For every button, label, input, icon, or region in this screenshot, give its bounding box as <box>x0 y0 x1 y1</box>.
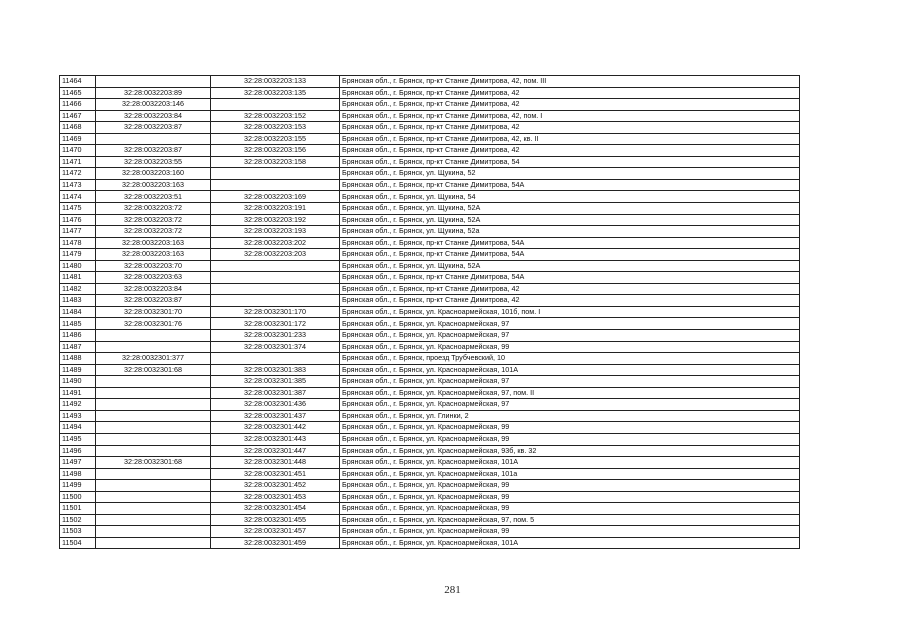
table-row <box>60 503 800 515</box>
cadastral-number-cell <box>96 330 211 342</box>
table-row <box>60 260 800 272</box>
table-row <box>60 491 800 503</box>
table-row <box>60 387 800 399</box>
cadastral-number-cell: 32:28:0032203:72 <box>96 214 211 226</box>
cadastral-number-cell <box>96 376 211 388</box>
address-cell: Брянская обл., г. Брянск, ул. Щукина, 52А <box>340 203 800 215</box>
cadastral-number-cell <box>96 433 211 445</box>
row-number-cell: 11485 <box>60 318 96 330</box>
table-row <box>60 341 800 353</box>
cadastral-number-cell: 32:28:0032203:163 <box>96 237 211 249</box>
cadastral-number-cell: 32:28:0032301:377 <box>96 353 211 365</box>
address-cell: Брянская обл., г. Брянск, ул. Красноармейская, 99 <box>340 341 800 353</box>
table-row <box>60 133 800 145</box>
table-row <box>60 214 800 226</box>
cadastral-number-cell <box>96 514 211 526</box>
address-cell: Брянская обл., г. Брянск, ул. Красноармейская, 101б, пом. I <box>340 306 800 318</box>
row-number-cell: 11484 <box>60 306 96 318</box>
object-cadastral-number-cell <box>211 99 340 111</box>
row-number-cell: 11481 <box>60 272 96 284</box>
object-cadastral-number-cell: 32:28:0032301:385 <box>211 376 340 388</box>
object-cadastral-number-cell: 32:28:0032301:455 <box>211 514 340 526</box>
cadastral-number-cell <box>96 526 211 538</box>
object-cadastral-number-cell: 32:28:0032203:192 <box>211 214 340 226</box>
address-cell: Брянская обл., г. Брянск, ул. Красноармейская, 101А <box>340 364 800 376</box>
object-cadastral-number-cell: 32:28:0032203:133 <box>211 76 340 88</box>
table-row <box>60 145 800 157</box>
table-row <box>60 457 800 469</box>
object-cadastral-number-cell: 32:28:0032301:387 <box>211 387 340 399</box>
row-number-cell: 11502 <box>60 514 96 526</box>
cadastral-number-cell: 32:28:0032203:87 <box>96 122 211 134</box>
page-number: 281 <box>444 584 461 596</box>
table-row <box>60 364 800 376</box>
row-number-cell: 11483 <box>60 295 96 307</box>
table-row <box>60 318 800 330</box>
address-cell: Брянская обл., г. Брянск, пр-кт Станке Димитрова, 54А <box>340 272 800 284</box>
object-cadastral-number-cell: 32:28:0032203:169 <box>211 191 340 203</box>
row-number-cell: 11495 <box>60 433 96 445</box>
cadastral-number-cell: 32:28:0032301:76 <box>96 318 211 330</box>
object-cadastral-number-cell: 32:28:0032301:459 <box>211 537 340 549</box>
row-number-cell: 11477 <box>60 226 96 238</box>
object-cadastral-number-cell: 32:28:0032203:135 <box>211 87 340 99</box>
object-cadastral-number-cell: 32:28:0032203:153 <box>211 122 340 134</box>
address-cell: Брянская обл., г. Брянск, ул. Глинки, 2 <box>340 410 800 422</box>
cadastral-number-cell: 32:28:0032203:55 <box>96 156 211 168</box>
table-row <box>60 156 800 168</box>
address-cell: Брянская обл., г. Брянск, ул. Щукина, 54 <box>340 191 800 203</box>
address-cell: Брянская обл., г. Брянск, ул. Красноармейская, 99 <box>340 433 800 445</box>
cadastral-number-cell: 32:28:0032203:84 <box>96 110 211 122</box>
address-cell: Брянская обл., г. Брянск, ул. Красноармейская, 97 <box>340 399 800 411</box>
cadastral-number-cell: 32:28:0032203:87 <box>96 295 211 307</box>
address-cell: Брянская обл., г. Брянск, пр-кт Станке Димитрова, 54А <box>340 179 800 191</box>
object-cadastral-number-cell <box>211 353 340 365</box>
cadastral-number-cell <box>96 410 211 422</box>
table-row <box>60 399 800 411</box>
table-row <box>60 76 800 88</box>
row-number-cell: 11492 <box>60 399 96 411</box>
address-cell: Брянская обл., г. Брянск, пр-кт Станке Димитрова, 42 <box>340 283 800 295</box>
cadastral-number-cell <box>96 491 211 503</box>
object-cadastral-number-cell <box>211 283 340 295</box>
table-row <box>60 468 800 480</box>
row-number-cell: 11490 <box>60 376 96 388</box>
object-cadastral-number-cell: 32:28:0032203:152 <box>211 110 340 122</box>
cadastral-number-cell: 32:28:0032203:63 <box>96 272 211 284</box>
table-row <box>60 203 800 215</box>
table-row <box>60 376 800 388</box>
table-row <box>60 514 800 526</box>
table-row <box>60 226 800 238</box>
row-number-cell: 11473 <box>60 179 96 191</box>
object-cadastral-number-cell: 32:28:0032301:374 <box>211 341 340 353</box>
object-cadastral-number-cell: 32:28:0032203:202 <box>211 237 340 249</box>
row-number-cell: 11478 <box>60 237 96 249</box>
object-cadastral-number-cell: 32:28:0032203:191 <box>211 203 340 215</box>
cadastral-number-cell: 32:28:0032301:68 <box>96 364 211 376</box>
row-number-cell: 11488 <box>60 353 96 365</box>
table-row <box>60 122 800 134</box>
row-number-cell: 11470 <box>60 145 96 157</box>
cadastral-number-cell: 32:28:0032301:68 <box>96 457 211 469</box>
object-cadastral-number-cell: 32:28:0032301:437 <box>211 410 340 422</box>
row-number-cell: 11501 <box>60 503 96 515</box>
object-cadastral-number-cell <box>211 272 340 284</box>
row-number-cell: 11494 <box>60 422 96 434</box>
table-row <box>60 295 800 307</box>
object-cadastral-number-cell: 32:28:0032301:452 <box>211 480 340 492</box>
cadastral-number-cell <box>96 76 211 88</box>
row-number-cell: 11487 <box>60 341 96 353</box>
row-number-cell: 11500 <box>60 491 96 503</box>
table-row <box>60 445 800 457</box>
object-cadastral-number-cell: 32:28:0032301:451 <box>211 468 340 480</box>
table-row <box>60 526 800 538</box>
table-row <box>60 110 800 122</box>
address-cell: Брянская обл., г. Брянск, ул. Красноармейская, 97, пом. 5 <box>340 514 800 526</box>
cadastral-number-cell <box>96 468 211 480</box>
cadastral-number-cell <box>96 445 211 457</box>
row-number-cell: 11499 <box>60 480 96 492</box>
table-row <box>60 330 800 342</box>
table-row <box>60 249 800 261</box>
object-cadastral-number-cell: 32:28:0032301:453 <box>211 491 340 503</box>
object-cadastral-number-cell: 32:28:0032301:233 <box>211 330 340 342</box>
address-cell: Брянская обл., г. Брянск, пр-кт Станке Димитрова, 54А <box>340 237 800 249</box>
cadastral-number-cell <box>96 422 211 434</box>
object-cadastral-number-cell <box>211 260 340 272</box>
cadastral-number-cell <box>96 399 211 411</box>
table-row <box>60 237 800 249</box>
address-cell: Брянская обл., г. Брянск, пр-кт Станке Димитрова, 54 <box>340 156 800 168</box>
object-cadastral-number-cell: 32:28:0032203:156 <box>211 145 340 157</box>
address-cell: Брянская обл., г. Брянск, ул. Щукина, 52 <box>340 168 800 180</box>
object-cadastral-number-cell: 32:28:0032301:383 <box>211 364 340 376</box>
cadastral-number-cell <box>96 341 211 353</box>
address-cell: Брянская обл., г. Брянск, ул. Щукина, 52а <box>340 226 800 238</box>
cadastral-number-cell: 32:28:0032203:84 <box>96 283 211 295</box>
address-cell: Брянская обл., г. Брянск, пр-кт Станке Димитрова, 42 <box>340 122 800 134</box>
address-cell: Брянская обл., г. Брянск, ул. Щукина, 52А <box>340 214 800 226</box>
address-cell: Брянская обл., г. Брянск, пр-кт Станке Димитрова, 42 <box>340 99 800 111</box>
table-row <box>60 422 800 434</box>
address-cell: Брянская обл., г. Брянск, ул. Красноармейская, 99 <box>340 503 800 515</box>
cadastral-number-cell <box>96 480 211 492</box>
address-cell: Брянская обл., г. Брянск, ул. Красноармейская, 97 <box>340 318 800 330</box>
cadastral-number-cell: 32:28:0032203:163 <box>96 249 211 261</box>
address-cell: Брянская обл., г. Брянск, проезд Трубчевский, 10 <box>340 353 800 365</box>
address-cell: Брянская обл., г. Брянск, ул. Красноармейская, 99 <box>340 526 800 538</box>
cadastral-number-cell <box>96 387 211 399</box>
object-cadastral-number-cell: 32:28:0032203:193 <box>211 226 340 238</box>
row-number-cell: 11476 <box>60 214 96 226</box>
row-number-cell: 11503 <box>60 526 96 538</box>
address-cell: Брянская обл., г. Брянск, ул. Красноармейская, 99 <box>340 480 800 492</box>
row-number-cell: 11474 <box>60 191 96 203</box>
address-cell: Брянская обл., г. Брянск, ул. Красноармейская, 99 <box>340 422 800 434</box>
cadastral-number-cell <box>96 133 211 145</box>
row-number-cell: 11465 <box>60 87 96 99</box>
row-number-cell: 11489 <box>60 364 96 376</box>
address-cell: Брянская обл., г. Брянск, ул. Красноармейская, 101А <box>340 457 800 469</box>
cadastral-number-cell: 32:28:0032203:51 <box>96 191 211 203</box>
table-row <box>60 168 800 180</box>
address-cell: Брянская обл., г. Брянск, ул. Красноармейская, 99 <box>340 491 800 503</box>
object-cadastral-number-cell: 32:28:0032301:448 <box>211 457 340 469</box>
row-number-cell: 11486 <box>60 330 96 342</box>
object-cadastral-number-cell: 32:28:0032301:447 <box>211 445 340 457</box>
row-number-cell: 11493 <box>60 410 96 422</box>
cadastral-number-cell: 32:28:0032203:89 <box>96 87 211 99</box>
object-cadastral-number-cell: 32:28:0032203:158 <box>211 156 340 168</box>
table-row <box>60 537 800 549</box>
object-cadastral-number-cell: 32:28:0032203:155 <box>211 133 340 145</box>
row-number-cell: 11471 <box>60 156 96 168</box>
cadastral-number-cell: 32:28:0032203:146 <box>96 99 211 111</box>
object-cadastral-number-cell: 32:28:0032301:172 <box>211 318 340 330</box>
object-cadastral-number-cell: 32:28:0032301:170 <box>211 306 340 318</box>
cadastral-number-cell: 32:28:0032203:163 <box>96 179 211 191</box>
table-row <box>60 480 800 492</box>
table-row <box>60 99 800 111</box>
address-cell: Брянская обл., г. Брянск, ул. Красноармейская, 93б, кв. 32 <box>340 445 800 457</box>
object-cadastral-number-cell: 32:28:0032203:203 <box>211 249 340 261</box>
row-number-cell: 11504 <box>60 537 96 549</box>
address-cell: Брянская обл., г. Брянск, ул. Щукина, 52А <box>340 260 800 272</box>
row-number-cell: 11482 <box>60 283 96 295</box>
row-number-cell: 11468 <box>60 122 96 134</box>
cadastral-number-cell: 32:28:0032203:72 <box>96 226 211 238</box>
row-number-cell: 11467 <box>60 110 96 122</box>
address-cell: Брянская обл., г. Брянск, пр-кт Станке Димитрова, 42, пом. I <box>340 110 800 122</box>
object-cadastral-number-cell: 32:28:0032301:436 <box>211 399 340 411</box>
cadastral-number-cell: 32:28:0032301:70 <box>96 306 211 318</box>
cadastral-table <box>59 75 800 549</box>
cadastral-number-cell: 32:28:0032203:160 <box>96 168 211 180</box>
cadastral-number-cell <box>96 537 211 549</box>
cadastral-number-cell: 32:28:0032203:87 <box>96 145 211 157</box>
address-cell: Брянская обл., г. Брянск, ул. Красноармейская, 101а <box>340 468 800 480</box>
table-row <box>60 87 800 99</box>
table-row <box>60 272 800 284</box>
address-cell: Брянская обл., г. Брянск, ул. Красноармейская, 97, пом. II <box>340 387 800 399</box>
row-number-cell: 11480 <box>60 260 96 272</box>
row-number-cell: 11475 <box>60 203 96 215</box>
address-cell: Брянская обл., г. Брянск, пр-кт Станке Димитрова, 42, кв. II <box>340 133 800 145</box>
object-cadastral-number-cell: 32:28:0032301:454 <box>211 503 340 515</box>
address-cell: Брянская обл., г. Брянск, пр-кт Станке Димитрова, 42, пом. III <box>340 76 800 88</box>
address-cell: Брянская обл., г. Брянск, пр-кт Станке Димитрова, 42 <box>340 87 800 99</box>
address-cell: Брянская обл., г. Брянск, ул. Красноармейская, 101А <box>340 537 800 549</box>
table-row <box>60 191 800 203</box>
table-row <box>60 179 800 191</box>
object-cadastral-number-cell <box>211 179 340 191</box>
object-cadastral-number-cell: 32:28:0032301:457 <box>211 526 340 538</box>
row-number-cell: 11479 <box>60 249 96 261</box>
table-row <box>60 306 800 318</box>
row-number-cell: 11498 <box>60 468 96 480</box>
table-row <box>60 353 800 365</box>
object-cadastral-number-cell <box>211 168 340 180</box>
cadastral-number-cell <box>96 503 211 515</box>
row-number-cell: 11466 <box>60 99 96 111</box>
table-row <box>60 433 800 445</box>
row-number-cell: 11469 <box>60 133 96 145</box>
cadastral-number-cell: 32:28:0032203:72 <box>96 203 211 215</box>
address-cell: Брянская обл., г. Брянск, ул. Красноармейская, 97 <box>340 376 800 388</box>
address-cell: Брянская обл., г. Брянск, пр-кт Станке Димитрова, 42 <box>340 145 800 157</box>
object-cadastral-number-cell <box>211 295 340 307</box>
address-cell: Брянская обл., г. Брянск, ул. Красноармейская, 97 <box>340 330 800 342</box>
object-cadastral-number-cell: 32:28:0032301:443 <box>211 433 340 445</box>
row-number-cell: 11491 <box>60 387 96 399</box>
address-cell: Брянская обл., г. Брянск, пр-кт Станке Димитрова, 54А <box>340 249 800 261</box>
row-number-cell: 11496 <box>60 445 96 457</box>
row-number-cell: 11497 <box>60 457 96 469</box>
object-cadastral-number-cell: 32:28:0032301:442 <box>211 422 340 434</box>
table-row <box>60 410 800 422</box>
cadastral-number-cell: 32:28:0032203:70 <box>96 260 211 272</box>
table-row <box>60 283 800 295</box>
row-number-cell: 11464 <box>60 76 96 88</box>
address-cell: Брянская обл., г. Брянск, пр-кт Станке Димитрова, 42 <box>340 295 800 307</box>
row-number-cell: 11472 <box>60 168 96 180</box>
cadastral-table-body <box>60 76 800 549</box>
